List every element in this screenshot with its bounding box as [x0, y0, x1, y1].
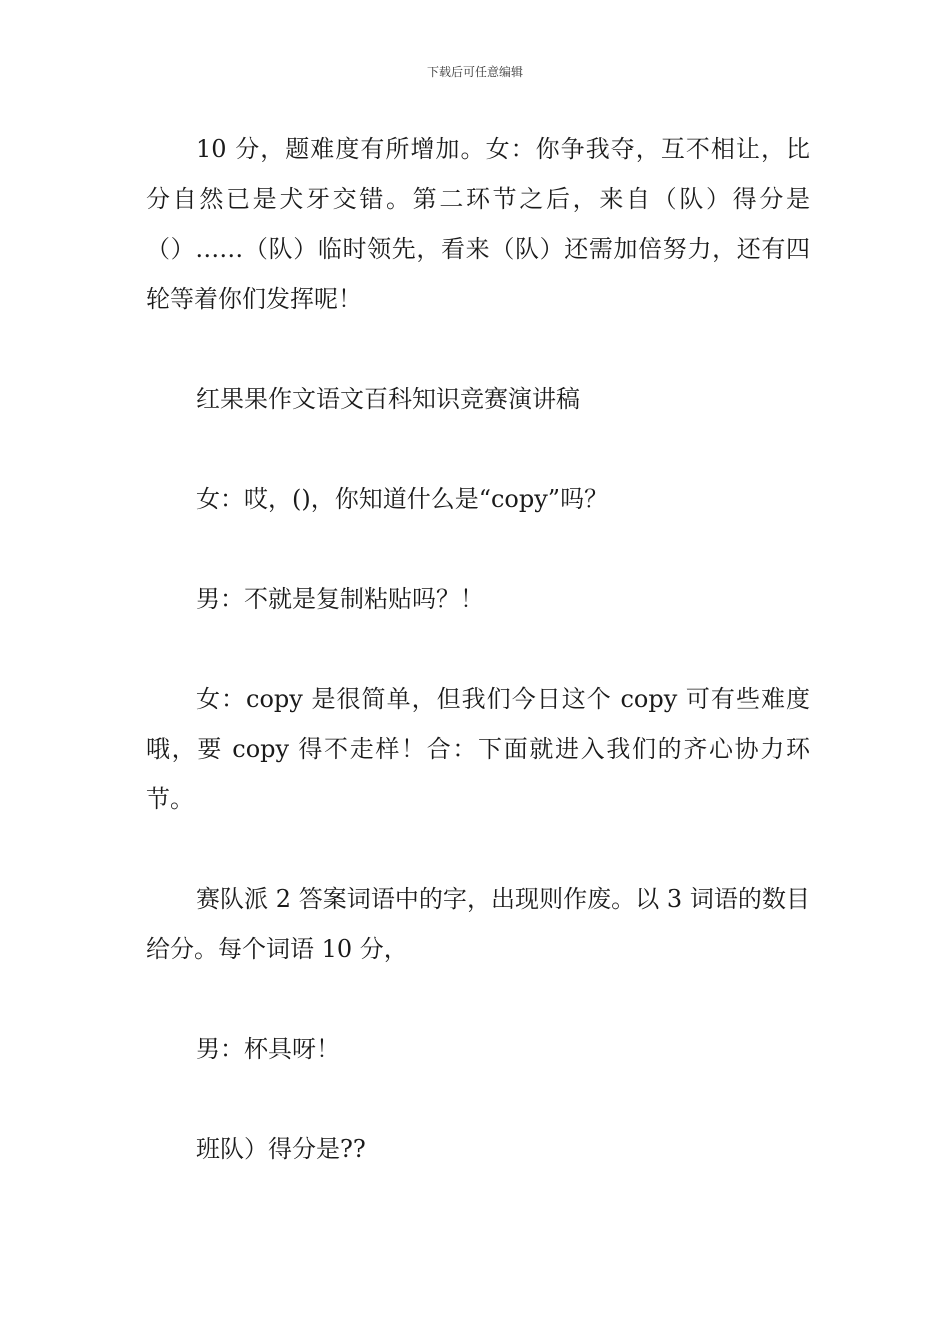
paragraph-title: 红果果作文语文百科知识竞赛演讲稿: [196, 385, 580, 413]
paragraph-female-copy-question: 女：哎，()，你知道什么是“copy”吗？: [196, 485, 609, 513]
paragraph-score-intro: 10 分，题难度有所增加。女：你争我夺，互不相让，比分自然已是犬牙交错。第二环节之后，来自（队）得分是（）……（队）临时领先，看来（队）还需加倍努力，还有四轮等着你们发挥呢！: [146, 135, 810, 313]
page-header: 下载后可任意编辑: [426, 65, 523, 79]
paragraph-copy-explanation: 女：copy 是很简单，但我们今日这个 copy 可有些难度哦，要 copy 得不走样！合：下面就进入我们的齐心协力环节。: [146, 685, 810, 813]
paragraph-male-exclaim: 男：杯具呀！: [196, 1035, 340, 1063]
document-body: [146, 124, 810, 1174]
paragraph-male-answer: 男：不就是复制粘贴吗？！: [196, 585, 484, 613]
paragraph-team-score: 班队）得分是??: [196, 1135, 366, 1163]
paragraph-rules: 赛队派 2 答案词语中的字，出现则作废。以 3 词语的数目给分。每个词语 10 分，: [146, 885, 810, 963]
